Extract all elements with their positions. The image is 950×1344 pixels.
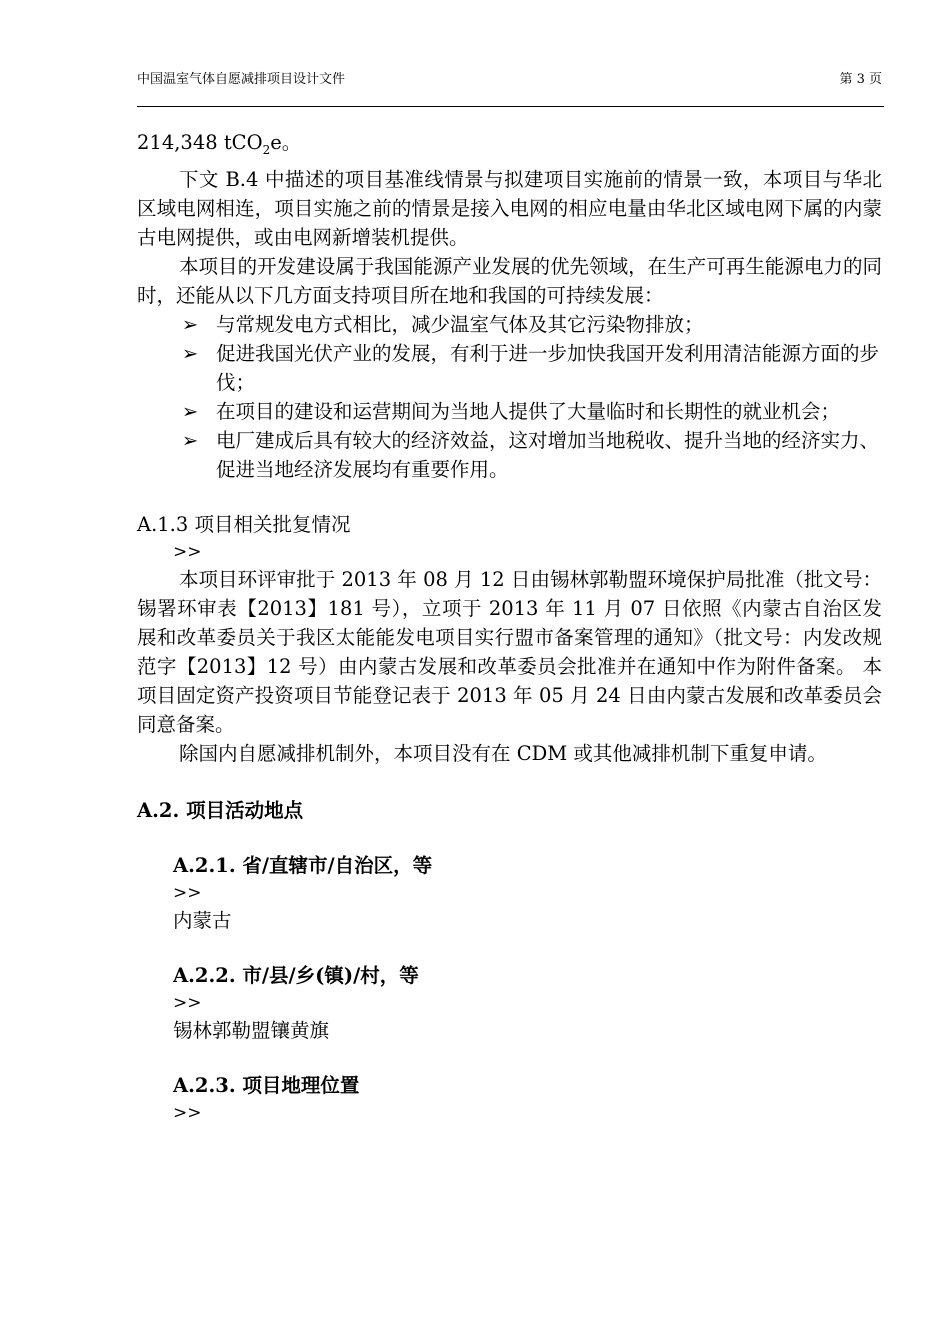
arrow-bullet-icon: ➢ [181, 399, 199, 423]
registration-paragraph: 除国内自愿减排机制外，本项目没有在 CDM 或其他减排机制下重复申请。 [179, 741, 827, 765]
sustainability-paragraph: 本项目的开发建设属于我国能源产业发展的优先领域，在生产可再生能源电力的同时，还能从以下几方面支持项目所在地和我国的可持续发展： [137, 254, 882, 307]
approval-paragraph: 本项目环评审批于 2013 年 08 月 12 日由锡林郭勒盟环境保护局批准（批文号：锡署环审表【2013】181 号），立项于 2013 年 11 月 07 日依照《内蒙古自治区发展和改革委员关于我区太能能发电项目实行盟市备案管理的通知》（批文号：内发改规范字【2013】12 号）由内蒙古发展和改革委员会批准并在通知中作为附件备案。 本项目固定资产投资项目节能登记表于 2013 年 05 月 24 日由内蒙古发展和改革委员会同意备案。 [137, 567, 882, 736]
header-divider [137, 106, 884, 107]
section-marker: >> [173, 882, 202, 903]
arrow-bullet-icon: ➢ [181, 312, 199, 336]
document-body [137, 128, 882, 1126]
list-item: ➢ 在项目的建设和运营期间为当地人提供了大量临时和长期性的就业机会； [137, 397, 882, 426]
subsection-heading: A.2.2. 市/县/乡(镇)/村，等 [173, 963, 419, 987]
section-marker: >> [173, 1102, 202, 1123]
section-marker: >> [173, 541, 202, 562]
province-value: 内蒙古 [173, 908, 232, 932]
baseline-paragraph: 下文 B.4 中描述的项目基准线情景与拟建项目实施前的情景一致，本项目与华北区域电网相连，项目实施之前的情景是接入电网的相应电量由华北区域电网下属的内蒙古电网提供，或由电网新增装机提供。 [137, 167, 882, 249]
section-heading-a13: A.1.3 项目相关批复情况 [137, 512, 351, 536]
subsection-heading: A.2.1. 省/直辖市/自治区，等 [173, 853, 433, 877]
subsection-a21 [173, 851, 882, 935]
emission-total-line: 214,348 tCO$_2$e。 [137, 131, 302, 157]
document-header-title: 中国温室气体自愿减排项目设计文件 [137, 72, 346, 87]
arrow-bullet-icon: ➢ [181, 428, 199, 452]
subsection-a22 [173, 961, 882, 1045]
section-heading-a2: A.2. 项目活动地点 [137, 798, 304, 822]
arrow-bullet-icon: ➢ [181, 341, 199, 365]
county-value: 锡林郭勒盟镶黄旗 [173, 1018, 330, 1042]
section-marker: >> [173, 992, 202, 1013]
subsection-a23 [173, 1071, 882, 1126]
subsection-heading: A.2.3. 项目地理位置 [173, 1073, 360, 1097]
list-item: ➢ 电厂建成后具有较大的经济效益，这对增加当地税收、提升当地的经济实力、促进当地经济发展均有重要作用。 [137, 426, 882, 484]
list-item: ➢ 与常规发电方式相比，减少温室气体及其它污染物排放； [137, 310, 882, 339]
benefit-list [137, 310, 882, 484]
page-number: 第 3 页 [839, 72, 882, 87]
list-item: ➢ 促进我国光伏产业的发展，有利于进一步加快我国开发利用清洁能源方面的步伐； [137, 339, 882, 397]
